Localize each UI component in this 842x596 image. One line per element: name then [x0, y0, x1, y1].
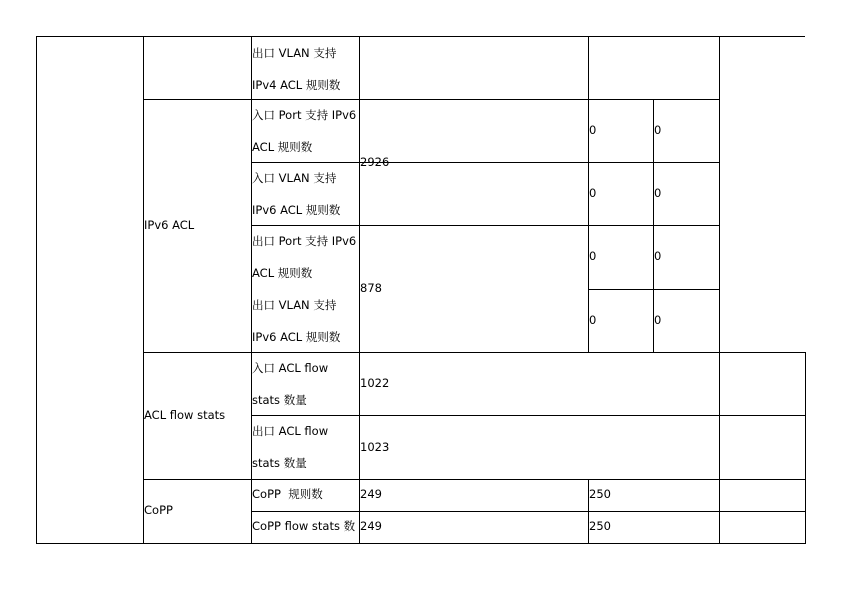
- value-cell: 0: [589, 123, 597, 137]
- category-label: ACL flow stats: [144, 408, 226, 422]
- value-cell: 0: [589, 313, 597, 327]
- value-cell: 0: [654, 123, 662, 137]
- feature-label: CoPP flow stats 数: [252, 519, 356, 533]
- row-divider: [143, 99, 720, 100]
- column-divider: [143, 36, 144, 544]
- value-cell: 250: [589, 487, 611, 501]
- feature-label: 出口 ACL flow stats 数量: [252, 424, 329, 470]
- feature-label: 入口 VLAN 支持 IPv6 ACL 规则数: [252, 171, 341, 217]
- feature-label: 入口 ACL flow stats 数量: [252, 361, 329, 407]
- value-cell: 250: [589, 519, 611, 533]
- row-divider: [588, 289, 720, 290]
- value-cell: 249: [360, 487, 382, 501]
- row-divider: [143, 352, 805, 353]
- category-label: IPv6 ACL: [144, 218, 195, 232]
- value-cell: 2926: [360, 155, 390, 169]
- value-cell: 0: [589, 186, 597, 200]
- value-cell: 0: [654, 313, 662, 327]
- feature-label: 出口 VLAN 支持 IPv4 ACL 规则数: [252, 46, 341, 92]
- value-cell: 249: [360, 519, 382, 533]
- table-right-border: [805, 352, 806, 544]
- value-cell: 1022: [360, 376, 390, 390]
- row-divider: [251, 415, 805, 416]
- value-cell: 878: [360, 281, 382, 295]
- feature-label: CoPP 规则数: [252, 487, 323, 501]
- table-left-border: [36, 36, 37, 544]
- row-divider: [143, 479, 805, 480]
- table-top-border: [36, 36, 805, 37]
- value-cell: 0: [654, 186, 662, 200]
- value-cell: 0: [654, 249, 662, 263]
- feature-label: 出口 VLAN 支持 IPv6 ACL 规则数: [252, 298, 341, 344]
- feature-label: 入口 Port 支持 IPv6 ACL 规则数: [252, 108, 357, 154]
- value-cell: 1023: [360, 440, 390, 454]
- table-bottom-border: [36, 543, 805, 544]
- value-cell: 0: [589, 249, 597, 263]
- column-divider: [719, 36, 720, 544]
- feature-label: 出口 Port 支持 IPv6 ACL 规则数: [252, 234, 357, 280]
- category-label: CoPP: [144, 503, 173, 517]
